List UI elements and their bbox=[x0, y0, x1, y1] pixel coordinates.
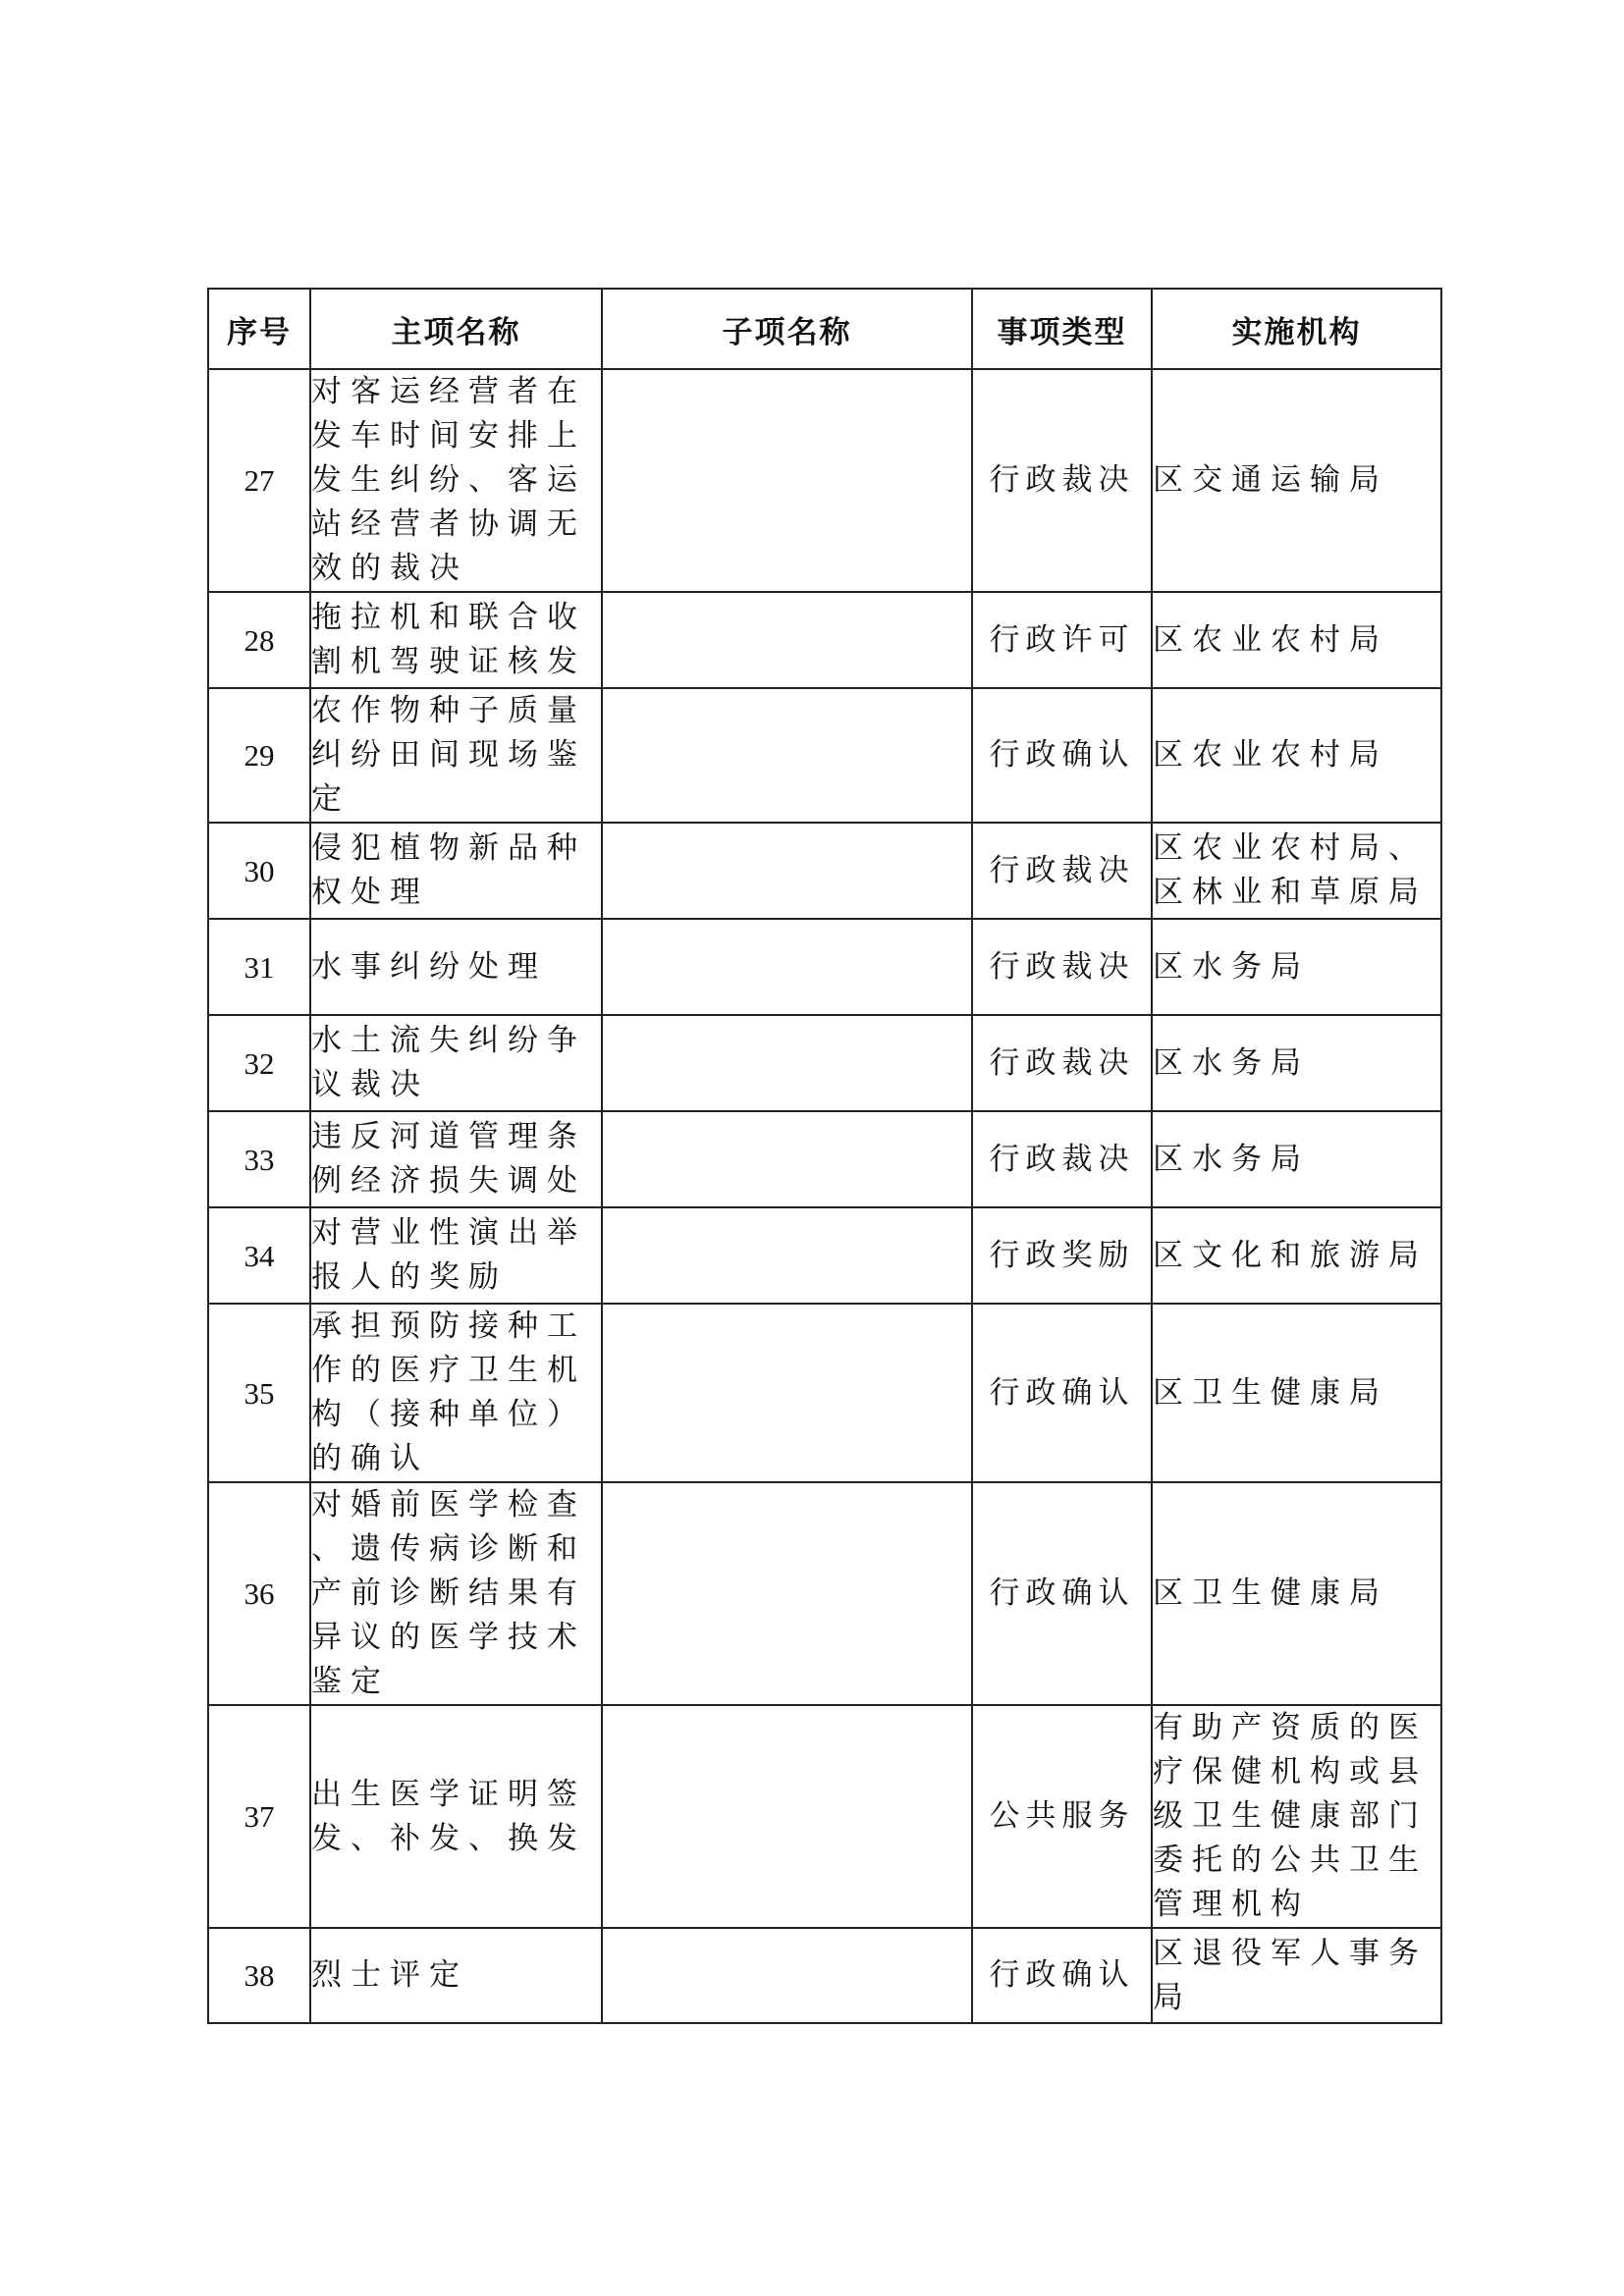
row-sub-item bbox=[602, 1207, 972, 1304]
row-item-type: 行政确认 bbox=[972, 1928, 1152, 2023]
table-row bbox=[208, 369, 1441, 592]
row-main-item: 水事纠纷处理 bbox=[310, 919, 602, 1015]
row-item-type: 行政确认 bbox=[972, 1304, 1152, 1482]
table-row bbox=[208, 823, 1441, 919]
table-row bbox=[208, 1015, 1441, 1111]
table-row bbox=[208, 1928, 1441, 2023]
row-item-type: 行政许可 bbox=[972, 592, 1152, 688]
row-item-type: 行政裁决 bbox=[972, 1015, 1152, 1111]
items-table bbox=[207, 288, 1442, 2024]
row-item-type: 行政确认 bbox=[972, 1482, 1152, 1705]
header-item-type: 事项类型 bbox=[972, 289, 1152, 369]
row-main-item: 烈士评定 bbox=[310, 1928, 602, 2023]
row-sub-item bbox=[602, 688, 972, 823]
row-seq: 37 bbox=[208, 1705, 310, 1928]
table-row bbox=[208, 919, 1441, 1015]
row-main-item: 对客运经营者在发车时间安排上发生纠纷、客运站经营者协调无效的裁决 bbox=[310, 369, 602, 592]
row-main-item: 拖拉机和联合收割机驾驶证核发 bbox=[310, 592, 602, 688]
table-row bbox=[208, 1482, 1441, 1705]
row-agency: 区水务局 bbox=[1152, 1111, 1441, 1207]
row-main-item: 水土流失纠纷争议裁决 bbox=[310, 1015, 602, 1111]
row-sub-item bbox=[602, 823, 972, 919]
row-main-item: 对营业性演出举报人的奖励 bbox=[310, 1207, 602, 1304]
table-row bbox=[208, 1304, 1441, 1482]
row-item-type: 公共服务 bbox=[972, 1705, 1152, 1928]
table-row bbox=[208, 1705, 1441, 1928]
row-item-type: 行政奖励 bbox=[972, 1207, 1152, 1304]
row-agency: 区农业农村局 bbox=[1152, 592, 1441, 688]
table-row bbox=[208, 688, 1441, 823]
row-seq: 28 bbox=[208, 592, 310, 688]
row-item-type: 行政裁决 bbox=[972, 369, 1152, 592]
row-sub-item bbox=[602, 1705, 972, 1928]
row-agency: 区水务局 bbox=[1152, 1015, 1441, 1111]
table-row bbox=[208, 592, 1441, 688]
row-main-item: 出生医学证明签发、补发、换发 bbox=[310, 1705, 602, 1928]
row-agency: 区水务局 bbox=[1152, 919, 1441, 1015]
row-agency: 区农业农村局 bbox=[1152, 688, 1441, 823]
row-agency: 区文化和旅游局 bbox=[1152, 1207, 1441, 1304]
row-agency: 区退役军人事务局 bbox=[1152, 1928, 1441, 2023]
header-sub-item: 子项名称 bbox=[602, 289, 972, 369]
row-agency: 有助产资质的医疗保健机构或县级卫生健康部门委托的公共卫生管理机构 bbox=[1152, 1705, 1441, 1928]
row-seq: 36 bbox=[208, 1482, 310, 1705]
row-sub-item bbox=[602, 1304, 972, 1482]
row-agency: 区卫生健康局 bbox=[1152, 1304, 1441, 1482]
header-seq: 序号 bbox=[208, 289, 310, 369]
row-sub-item bbox=[602, 1928, 972, 2023]
row-seq: 30 bbox=[208, 823, 310, 919]
row-seq: 31 bbox=[208, 919, 310, 1015]
row-main-item: 农作物种子质量纠纷田间现场鉴定 bbox=[310, 688, 602, 823]
row-seq: 35 bbox=[208, 1304, 310, 1482]
row-sub-item bbox=[602, 919, 972, 1015]
row-main-item: 承担预防接种工作的医疗卫生机构（接种单位）的确认 bbox=[310, 1304, 602, 1482]
table-row bbox=[208, 1207, 1441, 1304]
row-item-type: 行政裁决 bbox=[972, 1111, 1152, 1207]
row-main-item: 违反河道管理条例经济损失调处 bbox=[310, 1111, 602, 1207]
row-sub-item bbox=[602, 592, 972, 688]
row-agency: 区交通运输局 bbox=[1152, 369, 1441, 592]
table-header-row bbox=[208, 289, 1441, 369]
header-agency: 实施机构 bbox=[1152, 289, 1441, 369]
row-seq: 27 bbox=[208, 369, 310, 592]
row-seq: 32 bbox=[208, 1015, 310, 1111]
row-seq: 29 bbox=[208, 688, 310, 823]
row-item-type: 行政确认 bbox=[972, 688, 1152, 823]
table-row bbox=[208, 1111, 1441, 1207]
row-seq: 33 bbox=[208, 1111, 310, 1207]
row-sub-item bbox=[602, 1482, 972, 1705]
row-sub-item bbox=[602, 1111, 972, 1207]
row-item-type: 行政裁决 bbox=[972, 823, 1152, 919]
row-sub-item bbox=[602, 1015, 972, 1111]
row-main-item: 对婚前医学检查、遗传病诊断和产前诊断结果有异议的医学技术鉴定 bbox=[310, 1482, 602, 1705]
row-item-type: 行政裁决 bbox=[972, 919, 1152, 1015]
row-seq: 38 bbox=[208, 1928, 310, 2023]
row-agency: 区卫生健康局 bbox=[1152, 1482, 1441, 1705]
header-main-item: 主项名称 bbox=[310, 289, 602, 369]
row-seq: 34 bbox=[208, 1207, 310, 1304]
row-main-item: 侵犯植物新品种权处理 bbox=[310, 823, 602, 919]
row-sub-item bbox=[602, 369, 972, 592]
row-agency: 区农业农村局、区林业和草原局 bbox=[1152, 823, 1441, 919]
